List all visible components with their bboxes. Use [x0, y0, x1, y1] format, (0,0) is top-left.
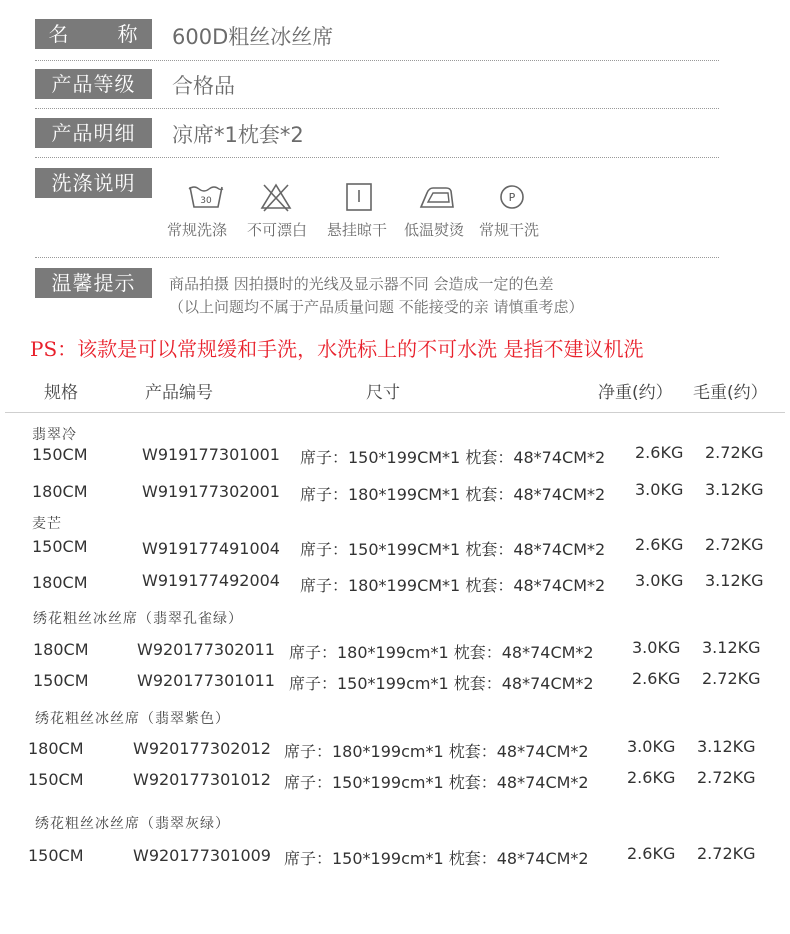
detail-value: 凉席*1枕套*2	[172, 123, 304, 147]
cell-gross: 3.12KG	[702, 638, 761, 657]
ps-note: PS：该款是可以常规缓和手洗，水洗标上的不可水洗 是指不建议机洗	[30, 337, 644, 361]
cell-gross: 2.72KG	[702, 669, 761, 688]
cell-spec: 150CM	[32, 445, 88, 464]
low-iron-icon	[417, 181, 455, 213]
wash-30-icon	[187, 181, 225, 213]
cell-spec: 150CM	[33, 671, 89, 690]
header-code: 产品编号	[145, 383, 213, 403]
hang-dry-caption: 悬挂晾干	[327, 221, 388, 239]
tips-line-2: （以上问题均不属于产品质量问题 不能接受的亲 请慎重考虑）	[169, 298, 584, 316]
cell-gross: 2.72KG	[705, 535, 764, 554]
wash-temp-text: 30	[200, 196, 212, 206]
cell-spec: 150CM	[28, 770, 84, 789]
grade-label: 产品等级	[35, 69, 152, 99]
no-bleach-caption: 不可漂白	[247, 221, 308, 239]
group-title: 绣花粗丝冰丝席（翡翠孔雀绿）	[33, 611, 243, 627]
hang-dry-icon	[340, 181, 378, 213]
detail-label: 产品明细	[35, 118, 152, 148]
cell-size: 席子：180*199CM*1 枕套：48*74CM*2	[300, 485, 606, 504]
header-spec: 规格	[44, 383, 78, 403]
cell-gross: 3.12KG	[705, 571, 764, 590]
cell-size: 席子：150*199cm*1 枕套：48*74CM*2	[284, 849, 589, 868]
cell-net: 2.6KG	[635, 535, 684, 554]
cell-spec: 150CM	[32, 537, 88, 556]
group-title: 绣花粗丝冰丝席（翡翠灰绿）	[35, 816, 230, 832]
cell-spec: 180CM	[28, 739, 84, 758]
group-title: 麦芒	[32, 516, 62, 532]
cell-size: 席子：180*199cm*1 枕套：48*74CM*2	[289, 643, 594, 662]
cell-code: W920177301009	[133, 846, 271, 865]
header-size: 尺寸	[366, 383, 400, 403]
divider	[35, 60, 719, 61]
divider	[35, 108, 719, 109]
group-title: 翡翠冷	[32, 427, 77, 443]
cell-net: 3.0KG	[632, 638, 681, 657]
cell-code: W920177302011	[137, 640, 275, 659]
cell-code: W919177492004	[142, 571, 280, 590]
divider	[35, 157, 719, 158]
cell-code: W919177302001	[142, 482, 280, 501]
cell-code: W919177301001	[142, 445, 280, 464]
cell-size: 席子：150*199CM*1 枕套：48*74CM*2	[300, 540, 606, 559]
name-label: 名 称	[35, 19, 152, 49]
cell-gross: 3.12KG	[705, 480, 764, 499]
low-iron-caption: 低温熨烫	[404, 221, 465, 239]
cell-net: 3.0KG	[635, 571, 684, 590]
header-gross-weight: 毛重(约）	[693, 383, 768, 403]
cell-gross: 2.72KG	[705, 443, 764, 462]
cell-spec: 150CM	[28, 846, 84, 865]
cell-size: 席子：150*199cm*1 枕套：48*74CM*2	[289, 674, 594, 693]
cell-size: 席子：180*199CM*1 枕套：48*74CM*2	[300, 576, 606, 595]
wash-caption: 常规洗涤	[167, 221, 228, 239]
cell-gross: 2.72KG	[697, 768, 756, 787]
dry-clean-caption: 常规干洗	[479, 221, 540, 239]
cell-net: 3.0KG	[635, 480, 684, 499]
grade-value: 合格品	[172, 74, 235, 98]
cell-net: 2.6KG	[635, 443, 684, 462]
header-divider	[5, 412, 785, 413]
header-net-weight: 净重(约）	[598, 383, 673, 403]
cell-size: 席子：150*199cm*1 枕套：48*74CM*2	[284, 773, 589, 792]
tips-line-1: 商品拍摄 因拍摄时的光线及显示器不同 会造成一定的色差	[169, 275, 554, 293]
wash-label: 洗涤说明	[35, 168, 152, 198]
cell-net: 2.6KG	[627, 768, 676, 787]
dry-clean-letter: P	[508, 191, 516, 204]
cell-spec: 180CM	[32, 573, 88, 592]
cell-size: 席子：150*199CM*1 枕套：48*74CM*2	[300, 448, 606, 467]
cell-net: 2.6KG	[627, 844, 676, 863]
cell-size: 席子：180*199cm*1 枕套：48*74CM*2	[284, 742, 589, 761]
cell-code: W920177301012	[133, 770, 271, 789]
cell-net: 3.0KG	[627, 737, 676, 756]
cell-code: W920177302012	[133, 739, 271, 758]
name-value: 600D粗丝冰丝席	[172, 25, 334, 49]
cell-code: W920177301011	[137, 671, 275, 690]
group-title: 绣花粗丝冰丝席（翡翠紫色）	[35, 711, 230, 727]
cell-code: W919177491004	[142, 539, 280, 558]
dry-clean-icon	[493, 181, 531, 213]
cell-net: 2.6KG	[632, 669, 681, 688]
no-bleach-icon	[257, 181, 295, 213]
cell-spec: 180CM	[32, 482, 88, 501]
cell-gross: 3.12KG	[697, 737, 756, 756]
tips-label: 温馨提示	[35, 268, 152, 298]
cell-gross: 2.72KG	[697, 844, 756, 863]
cell-spec: 180CM	[33, 640, 89, 659]
divider	[35, 257, 719, 258]
